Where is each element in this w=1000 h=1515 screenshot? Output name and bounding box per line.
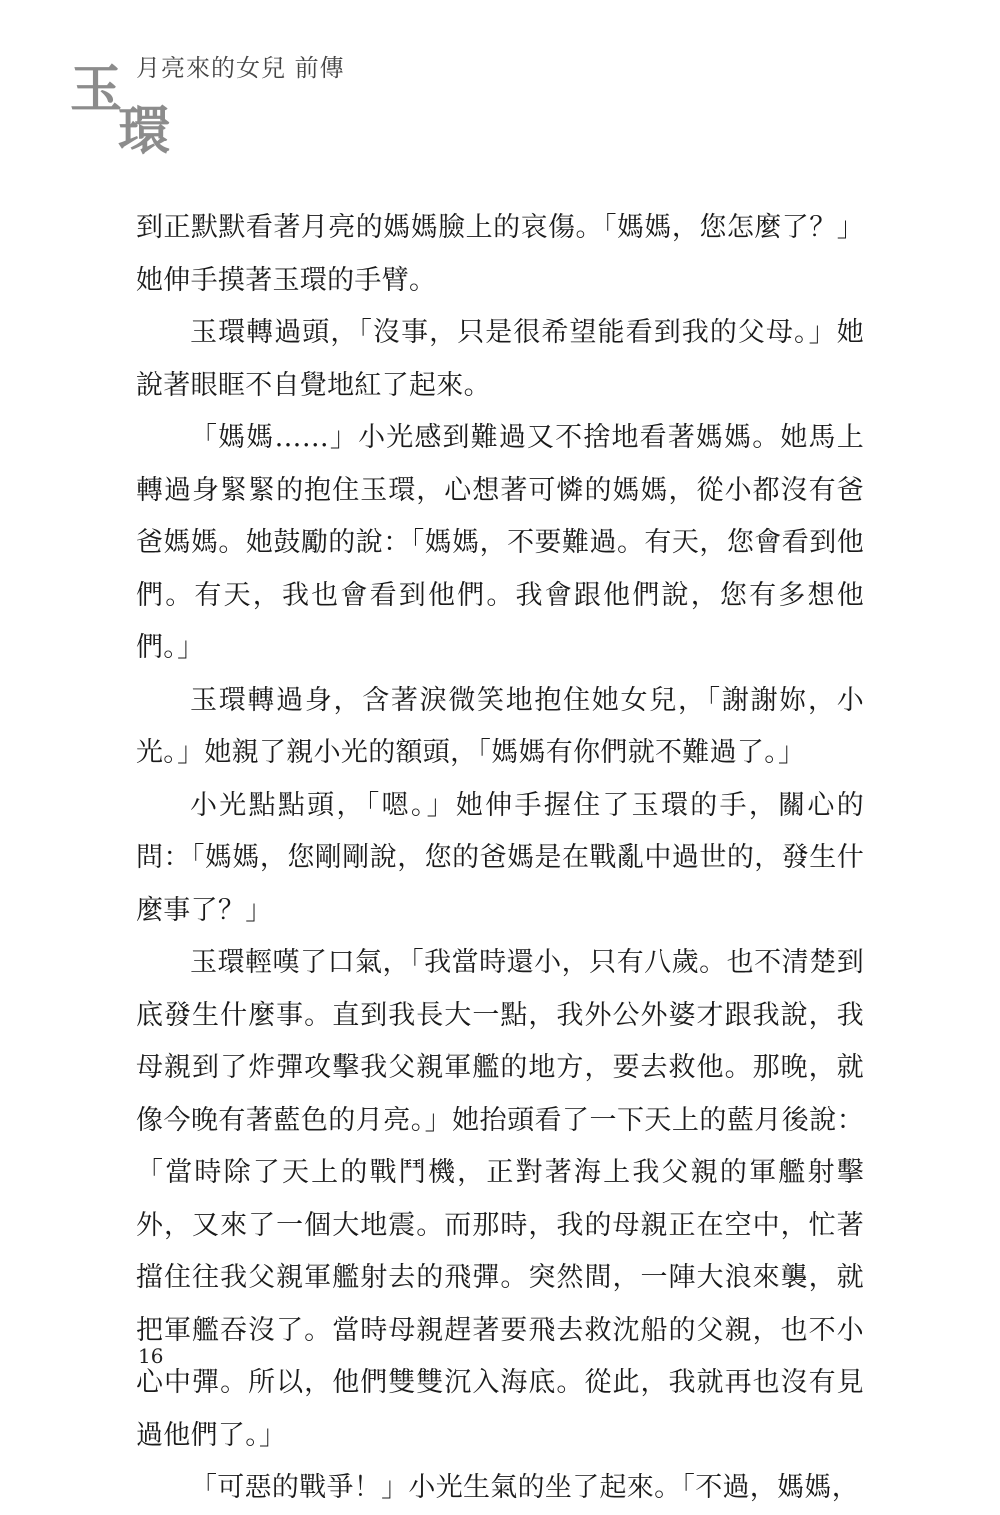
logo-char-huan: 環 xyxy=(118,101,171,162)
paragraph: 玉環轉過頭，「沒事，只是很希望能看到我的父母。」她說著眼眶不自覺地紅了起來。 xyxy=(136,317,864,401)
paragraph: 「媽媽……」小光感到難過又不捨地看著媽媽。她馬上轉過身緊緊的抱住玉環，心想著可憐的媽媽，從小都沒有爸爸媽媽。她鼓勵的說：「媽媽，不要難過。有天，您會看到他們。有天，我也會看到他們。我會跟他們說，您有多想他們。」 xyxy=(136,422,864,663)
logo-char-yu: 玉 xyxy=(70,59,123,120)
paragraph: 「可惡的戰爭！」小光生氣的坐了起來。「不過，媽媽， xyxy=(190,1472,859,1503)
paragraph: 小光點點頭，「嗯。」她伸手握住了玉環的手，關心的問：「媽媽，您剛剛說，您的爸媽是在戰亂中過世的，發生什麼事了？」 xyxy=(136,789,864,926)
body-text xyxy=(136,202,864,1515)
page-number: 16 xyxy=(138,1344,164,1368)
paragraph: 玉環轉過身，含著淚微笑地抱住她女兒，「謝謝妳，小光。」她親了親小光的額頭，「媽媽有你們就不難過了。」 xyxy=(136,684,864,768)
running-header-title: 月亮來的女兒 前傳 xyxy=(136,54,345,82)
paragraph: 玉環輕嘆了口氣，「我當時還小，只有八歲。也不清楚到底發生什麼事。直到我長大一點，我外公外婆才跟我說，我母親到了炸彈攻擊我父親軍艦的地方，要去救他。那晚，就像今晚有著藍色的月亮。」她抬頭看了一下天上的藍月後說：「當時除了天上的戰鬥機，正對著海上我父親的軍艦射擊外，又來了一個大地震。而那時，我的母親正在空中，忙著擋住往我父親軍艦射去的飛彈。突然間，一陣大浪來襲，就把軍艦吞沒了。當時母親趕著要飛去救沈船的父親，也不小心中彈。所以，他們雙雙沉入海底。從此，我就再也沒有見過他們了。」 xyxy=(136,947,864,1451)
paragraph: 到正默默看著月亮的媽媽臉上的哀傷。「媽媽，您怎麼了？」她伸手摸著玉環的手臂。 xyxy=(136,212,864,296)
